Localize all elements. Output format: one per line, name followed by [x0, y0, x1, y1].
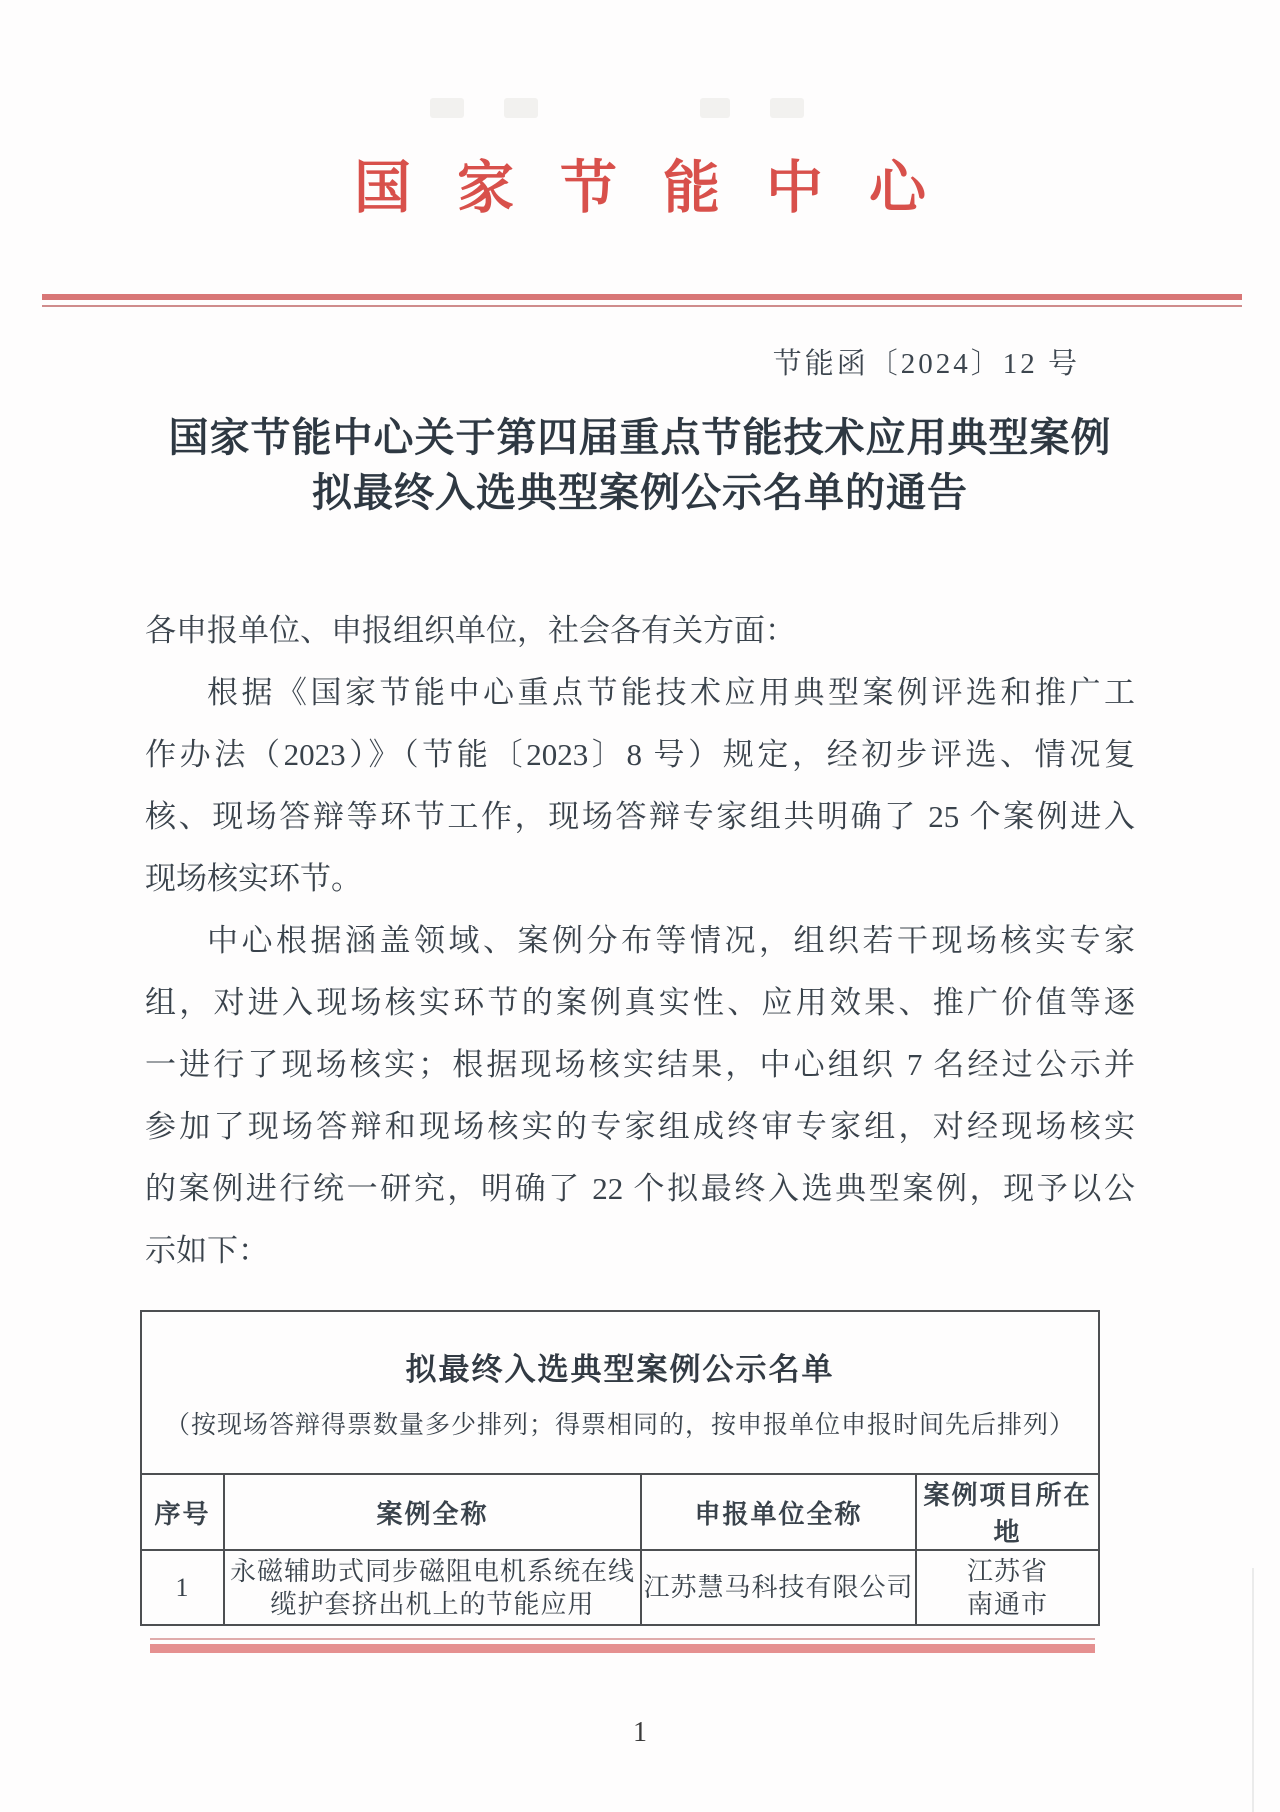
location-line-1: 江苏省	[967, 1556, 1049, 1586]
body-line: 根据《国家节能中心重点节能技术应用典型案例评选和推广工	[207, 675, 1135, 710]
table-title-row	[141, 1311, 1099, 1474]
scan-smudge	[700, 98, 730, 118]
page-number: 1	[633, 1717, 647, 1748]
case-name-line-1: 永磁辅助式同步磁阻电机系统在线	[229, 1556, 635, 1586]
location-line-2: 南通市	[967, 1589, 1049, 1619]
cell-case-name	[224, 1550, 641, 1625]
notice-title-line-1: 国家节能中心关于第四届重点节能技术应用典型案例	[168, 415, 1112, 460]
shortlist-table	[140, 1310, 1100, 1626]
body-line: 现场核实环节。	[145, 861, 362, 896]
col-header-location: 案例项目所在地	[916, 1474, 1099, 1550]
col-header-serial: 序号	[141, 1474, 224, 1550]
footer-divider-thick-line	[150, 1644, 1095, 1653]
cell-serial: 1	[141, 1550, 224, 1625]
notice-body	[0, 600, 1280, 1282]
table-title-cell	[141, 1311, 1099, 1474]
salutation: 各申报单位、申报组织单位，社会各有关方面：	[145, 613, 796, 648]
table-row	[141, 1550, 1099, 1625]
body-line: 组，对进入现场核实环节的案例真实性、应用效果、推广价值等逐	[145, 985, 1135, 1020]
letterhead-divider-thin-line	[42, 305, 1242, 307]
footer-divider-thin-line	[150, 1638, 1095, 1640]
table-subtitle: （按现场答辩得票数量多少排列；得票相同的，按申报单位申报时间先后排列）	[165, 1412, 1076, 1439]
scan-smudge	[770, 98, 804, 118]
cell-applicant: 江苏慧马科技有限公司	[641, 1550, 916, 1625]
table-header-row	[141, 1474, 1099, 1550]
letterhead-divider-thick-line	[42, 294, 1242, 300]
scan-smudge	[430, 98, 464, 118]
table-title: 拟最终入选典型案例公示名单	[405, 1352, 835, 1387]
page-footer-divider	[150, 1638, 1095, 1653]
body-line: 作办法（2023）》（节能〔2023〕8 号）规定，经初步评选、情况复	[145, 737, 1135, 772]
notice-title-line-2: 拟最终入选典型案例公示名单的通告	[312, 470, 968, 515]
scan-edge-shadow	[1252, 1568, 1254, 1812]
notice-title	[0, 410, 1280, 520]
document-number: 节能函〔2024〕12 号	[772, 348, 1080, 380]
cell-location	[916, 1550, 1099, 1625]
letterhead-divider	[42, 294, 1242, 307]
letterhead-title: 国家节能中心	[354, 157, 972, 220]
col-header-case-name: 案例全称	[224, 1474, 641, 1550]
body-line: 核、现场答辩等环节工作，现场答辩专家组共明确了 25 个案例进入	[145, 799, 1135, 834]
body-line: 的案例进行统一研究，明确了 22 个拟最终入选典型案例，现予以公	[145, 1171, 1135, 1206]
scan-smudge	[504, 98, 538, 118]
body-line: 中心根据涵盖领域、案例分布等情况，组织若干现场核实专家	[207, 923, 1135, 958]
body-line: 示如下：	[145, 1233, 269, 1268]
body-line: 一进行了现场核实；根据现场核实结果，中心组织 7 名经过公示并	[145, 1047, 1135, 1082]
case-name-line-2: 缆护套挤出机上的节能应用	[270, 1589, 595, 1619]
body-line: 参加了现场答辩和现场核实的专家组成终审专家组，对经现场核实	[145, 1109, 1135, 1144]
col-header-applicant: 申报单位全称	[641, 1474, 916, 1550]
